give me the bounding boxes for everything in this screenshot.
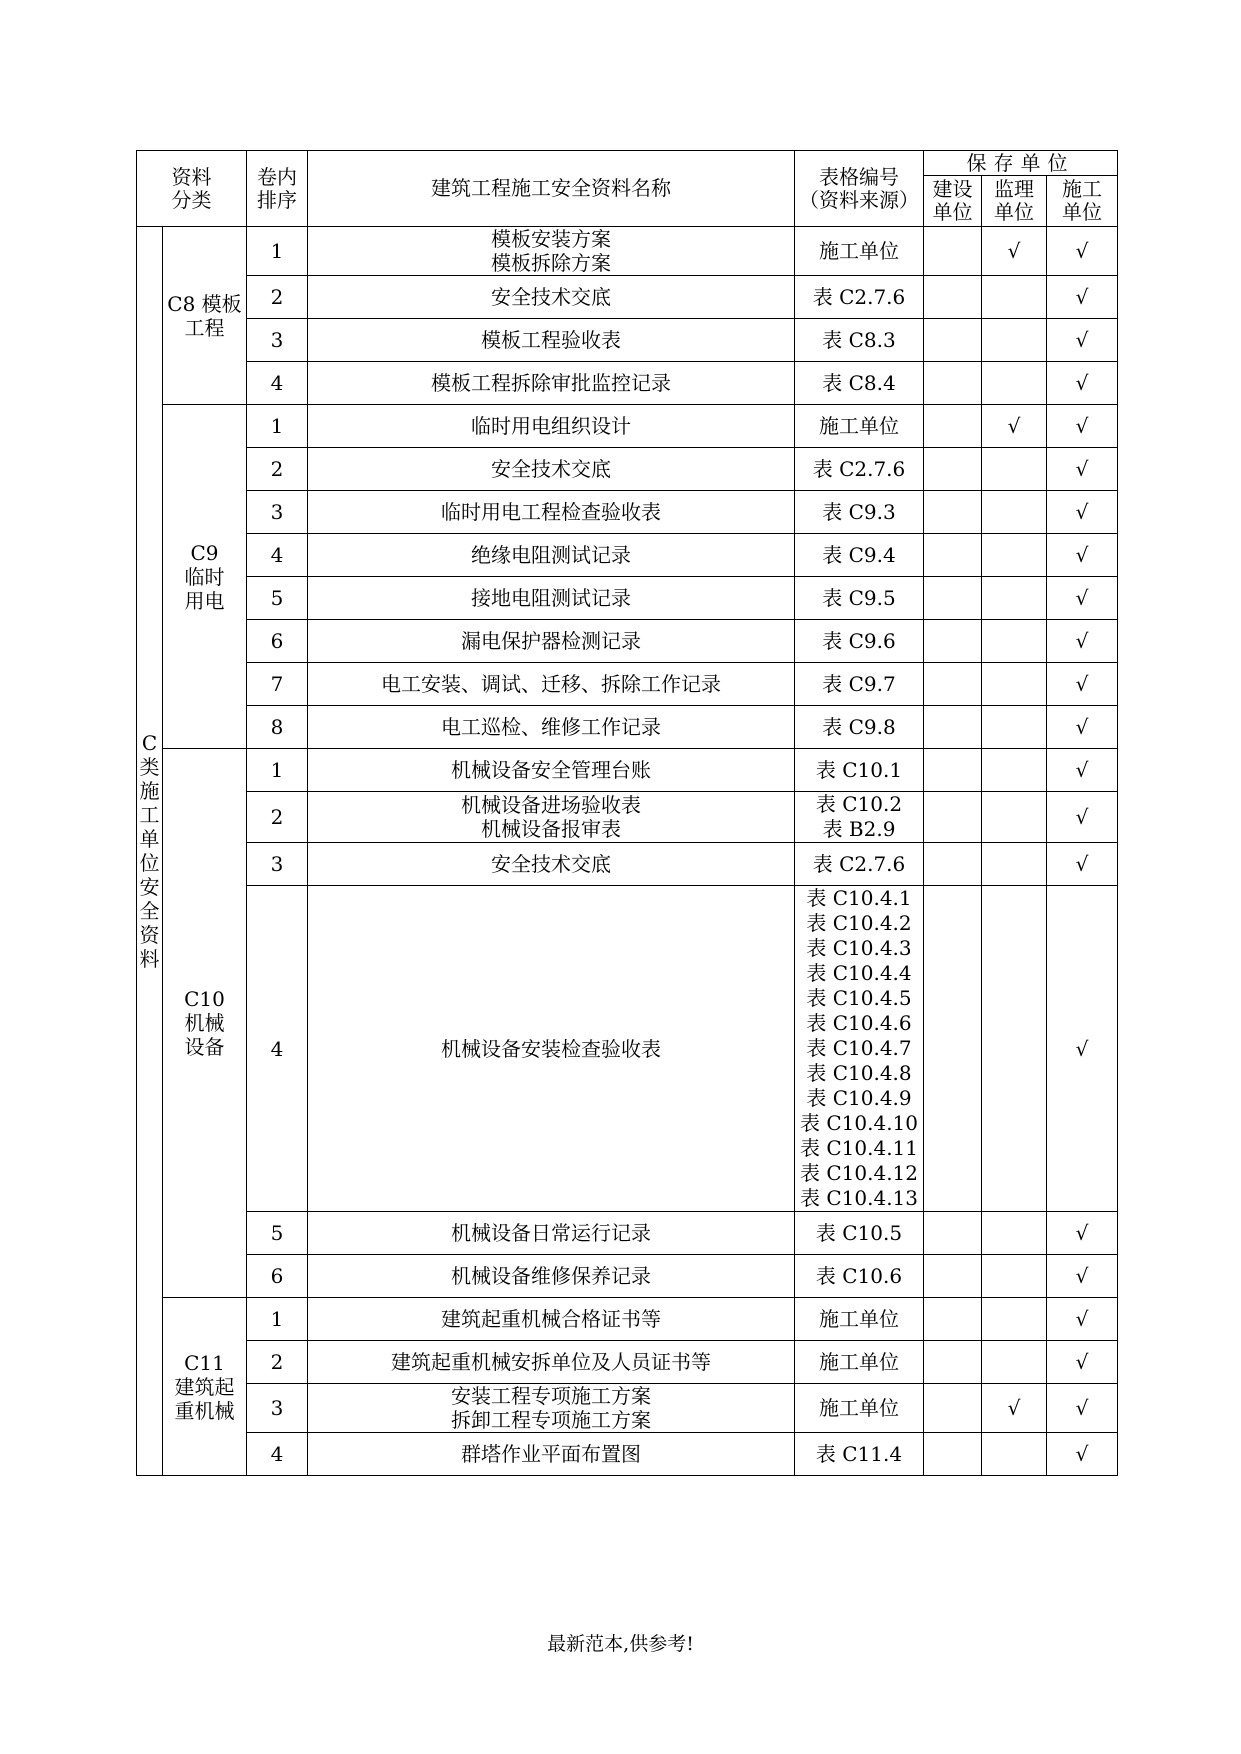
row-code-line: 表 C10.4.6 (806, 1011, 912, 1035)
row-seq: 5 (247, 577, 308, 620)
holder-owner-check (924, 1212, 982, 1255)
section-label: C 类 施 工 单 位 安 全 资 料 (137, 227, 163, 1476)
row-code (795, 227, 924, 276)
group-title-line: 机械 (184, 1011, 225, 1035)
row-name (308, 843, 795, 886)
table-row (137, 491, 1118, 534)
holder-supervisor-check (982, 276, 1047, 319)
holder-contractor-check: √ (1047, 362, 1118, 405)
row-code-line: 表 C10.4.2 (806, 911, 912, 935)
row-name-line: 模板工程拆除审批监控记录 (431, 371, 671, 395)
holder-owner-check (924, 1433, 982, 1476)
row-seq: 4 (247, 886, 308, 1212)
holder-supervisor-check (982, 534, 1047, 577)
row-code-line: 表 C10.4.1 (806, 886, 912, 910)
group-title-line: 用电 (184, 588, 225, 613)
row-name-line: 机械设备日常运行记录 (451, 1221, 651, 1245)
table-row (137, 1384, 1118, 1433)
row-name (308, 1298, 795, 1341)
holder-supervisor-check (982, 886, 1047, 1212)
row-seq: 4 (247, 1433, 308, 1476)
row-code-line: 表 B2.9 (822, 817, 896, 841)
row-code (795, 663, 924, 706)
row-name-line: 模板拆除方案 (491, 251, 611, 275)
row-seq: 3 (247, 843, 308, 886)
row-name (308, 405, 795, 448)
holder-supervisor-check: √ (982, 405, 1047, 448)
row-seq: 2 (247, 1341, 308, 1384)
holder-owner-check (924, 577, 982, 620)
table-row (137, 319, 1118, 362)
row-code-line: 表 C9.4 (822, 542, 896, 567)
holder-owner-check (924, 792, 982, 843)
row-code (795, 577, 924, 620)
row-code (795, 1255, 924, 1298)
row-code-line: 表 C2.7.6 (812, 456, 906, 481)
holder-contractor-check: √ (1047, 1384, 1118, 1433)
header-holder-owner: 建设 单位 (924, 176, 982, 227)
holder-owner-check (924, 1341, 982, 1384)
holder-contractor-check: √ (1047, 886, 1118, 1212)
row-name-line: 机械设备安装检查验收表 (441, 1036, 661, 1061)
row-name (308, 792, 795, 843)
table-body (137, 227, 1118, 1476)
row-name-line: 模板工程验收表 (481, 328, 621, 352)
group-title-line: 重机械 (174, 1398, 235, 1423)
table-row (137, 227, 1118, 276)
row-code-line: 表 C10.4.4 (806, 961, 912, 985)
row-name-line: 建筑起重机械安拆单位及人员证书等 (391, 1350, 711, 1374)
table-row (137, 276, 1118, 319)
row-name (308, 577, 795, 620)
group-title-line: 建筑起 (174, 1374, 235, 1399)
row-name (308, 749, 795, 792)
holder-contractor-check: √ (1047, 749, 1118, 792)
row-code (795, 1384, 924, 1433)
holder-owner-check (924, 227, 982, 276)
holder-supervisor-check (982, 1341, 1047, 1384)
row-code-line: 施工单位 (819, 1349, 899, 1374)
row-code-line: 表 C9.3 (822, 499, 896, 524)
holder-owner-check (924, 1298, 982, 1341)
row-seq: 4 (247, 362, 308, 405)
row-code-line: 表 C10.6 (815, 1263, 903, 1288)
row-name (308, 1255, 795, 1298)
row-name-line: 临时用电组织设计 (471, 414, 631, 438)
holder-contractor-check: √ (1047, 448, 1118, 491)
row-name-line: 安全技术交底 (491, 852, 611, 876)
table-row (137, 663, 1118, 706)
row-code-line: 表 C10.4.11 (800, 1136, 918, 1160)
row-code (795, 276, 924, 319)
row-code (795, 448, 924, 491)
table-row (137, 1298, 1118, 1341)
row-seq: 6 (247, 620, 308, 663)
holder-owner-check (924, 534, 982, 577)
row-code (795, 843, 924, 886)
holder-contractor-check: √ (1047, 1212, 1118, 1255)
row-name (308, 620, 795, 663)
table-row (137, 405, 1118, 448)
holder-contractor-check: √ (1047, 706, 1118, 749)
table-row (137, 1212, 1118, 1255)
row-code-line: 表 C10.4.3 (806, 936, 912, 960)
row-name-line: 机械设备安全管理台账 (451, 758, 651, 782)
row-code (795, 792, 924, 843)
holder-supervisor-check (982, 749, 1047, 792)
table-row (137, 362, 1118, 405)
row-code-line: 表 C10.4.7 (806, 1036, 912, 1060)
holder-contractor-check: √ (1047, 1433, 1118, 1476)
row-code-line: 表 C10.2 (815, 792, 903, 816)
row-code-line: 施工单位 (819, 413, 899, 438)
row-code (795, 749, 924, 792)
holder-contractor-check: √ (1047, 319, 1118, 362)
group-title (163, 749, 247, 1298)
holder-supervisor-check: √ (982, 1384, 1047, 1433)
holder-supervisor-check (982, 1298, 1047, 1341)
holder-supervisor-check (982, 362, 1047, 405)
holder-contractor-check: √ (1047, 1255, 1118, 1298)
row-code-line: 表 C9.7 (822, 671, 896, 696)
group-title (163, 1298, 247, 1476)
row-seq: 7 (247, 663, 308, 706)
row-name-line: 机械设备报审表 (481, 817, 621, 841)
holder-contractor-check: √ (1047, 227, 1118, 276)
holder-owner-check (924, 663, 982, 706)
holder-owner-check (924, 706, 982, 749)
group-title (163, 227, 247, 405)
row-name-line: 接地电阻测试记录 (471, 586, 631, 610)
holder-supervisor-check (982, 491, 1047, 534)
row-name-line: 电工巡检、维修工作记录 (441, 715, 661, 739)
row-seq: 1 (247, 405, 308, 448)
row-seq: 3 (247, 491, 308, 534)
group-title-line: C11 (184, 1350, 225, 1375)
holder-owner-check (924, 491, 982, 534)
row-name (308, 706, 795, 749)
group-title (163, 405, 247, 749)
holder-contractor-check: √ (1047, 843, 1118, 886)
row-code (795, 362, 924, 405)
group-title-line: 临时 (184, 564, 225, 589)
row-seq: 1 (247, 227, 308, 276)
table-row (137, 620, 1118, 663)
row-code-line: 表 C2.7.6 (812, 851, 906, 876)
holder-owner-check (924, 276, 982, 319)
holder-contractor-check: √ (1047, 1341, 1118, 1384)
holder-owner-check (924, 448, 982, 491)
row-code-line: 表 C9.5 (822, 585, 896, 610)
row-seq: 2 (247, 792, 308, 843)
row-code (795, 319, 924, 362)
row-code (795, 886, 924, 1212)
row-code-line: 表 C8.4 (822, 370, 896, 395)
header-name: 建筑工程施工安全资料名称 (308, 151, 795, 227)
row-code-line: 施工单位 (819, 1395, 899, 1420)
row-name-line: 安全技术交底 (491, 285, 611, 309)
holder-contractor-check: √ (1047, 405, 1118, 448)
row-code-line: 表 C10.4.5 (806, 986, 912, 1010)
row-name (308, 227, 795, 276)
holder-contractor-check: √ (1047, 792, 1118, 843)
row-seq: 1 (247, 1298, 308, 1341)
header-holders: 保存单位 (924, 151, 1118, 176)
table-row (137, 886, 1118, 1212)
holder-supervisor-check (982, 663, 1047, 706)
row-name (308, 886, 795, 1212)
table-row (137, 749, 1118, 792)
table-row (137, 534, 1118, 577)
table-row (137, 792, 1118, 843)
row-seq: 1 (247, 749, 308, 792)
row-code-line: 表 C10.4.13 (800, 1186, 918, 1210)
holder-contractor-check: √ (1047, 663, 1118, 706)
row-code-line: 表 C10.4.12 (800, 1161, 918, 1185)
row-code-line: 表 C8.3 (822, 327, 896, 352)
header-code: 表格编号 （资料来源） (795, 151, 924, 227)
holder-contractor-check: √ (1047, 620, 1118, 663)
header-seq: 卷内 排序 (247, 151, 308, 227)
holder-contractor-check: √ (1047, 1298, 1118, 1341)
row-code (795, 1212, 924, 1255)
row-code-line: 表 C2.7.6 (812, 284, 906, 309)
row-name (308, 491, 795, 534)
row-code-line: 施工单位 (819, 1306, 899, 1331)
row-code (795, 620, 924, 663)
holder-supervisor-check: √ (982, 227, 1047, 276)
row-name-line: 机械设备进场验收表 (461, 793, 641, 817)
holder-supervisor-check (982, 792, 1047, 843)
holder-owner-check (924, 1255, 982, 1298)
holder-owner-check (924, 749, 982, 792)
row-code (795, 1433, 924, 1476)
row-seq: 3 (247, 319, 308, 362)
table-row (137, 706, 1118, 749)
row-code-line: 表 C10.4.8 (806, 1061, 912, 1085)
row-name (308, 534, 795, 577)
group-title-line: C9 (190, 540, 219, 565)
row-code (795, 405, 924, 448)
holder-supervisor-check (982, 620, 1047, 663)
row-name-line: 电工安装、调试、迁移、拆除工作记录 (381, 672, 721, 696)
page-footer: 最新范本,供参考! (547, 1633, 694, 1655)
row-name (308, 1433, 795, 1476)
row-name-line: 建筑起重机械合格证书等 (441, 1307, 661, 1331)
holder-owner-check (924, 1384, 982, 1433)
header-holder-contractor: 施工 单位 (1047, 176, 1118, 227)
row-code-line: 表 C10.4.9 (806, 1086, 912, 1110)
holder-supervisor-check (982, 577, 1047, 620)
row-name (308, 319, 795, 362)
group-title-line: C10 (184, 987, 225, 1011)
holder-owner-check (924, 843, 982, 886)
row-seq: 3 (247, 1384, 308, 1433)
row-name (308, 362, 795, 405)
row-name (308, 1212, 795, 1255)
table-row (137, 843, 1118, 886)
row-seq: 4 (247, 534, 308, 577)
row-name (308, 448, 795, 491)
holder-owner-check (924, 362, 982, 405)
safety-records-table (136, 150, 1118, 1476)
holder-supervisor-check (982, 1433, 1047, 1476)
row-name-line: 漏电保护器检测记录 (461, 629, 641, 653)
table-header (137, 151, 1118, 227)
row-code-line: 表 C10.5 (815, 1220, 903, 1245)
row-code-line: 表 C10.1 (815, 757, 903, 782)
row-name-line: 群塔作业平面布置图 (461, 1442, 641, 1466)
holder-owner-check (924, 405, 982, 448)
row-name (308, 1384, 795, 1433)
row-code (795, 1341, 924, 1384)
table-row (137, 1433, 1118, 1476)
holder-supervisor-check (982, 706, 1047, 749)
row-code-line: 表 C11.4 (815, 1441, 903, 1466)
holder-contractor-check: √ (1047, 491, 1118, 534)
row-seq: 2 (247, 276, 308, 319)
holder-supervisor-check (982, 1212, 1047, 1255)
table-row (137, 1255, 1118, 1298)
row-code-line: 表 C10.4.10 (800, 1111, 918, 1135)
row-code-line: 表 C9.6 (822, 628, 896, 653)
holder-supervisor-check (982, 448, 1047, 491)
row-seq: 8 (247, 706, 308, 749)
table-row (137, 577, 1118, 620)
holder-contractor-check: √ (1047, 276, 1118, 319)
holder-owner-check (924, 319, 982, 362)
row-name-line: 模板安装方案 (491, 227, 611, 251)
row-seq: 6 (247, 1255, 308, 1298)
group-title-line: C8 模板 (167, 291, 242, 316)
table-row (137, 448, 1118, 491)
holder-supervisor-check (982, 319, 1047, 362)
row-code-line: 表 C9.8 (822, 714, 896, 739)
table-row (137, 1341, 1118, 1384)
row-code (795, 534, 924, 577)
row-code (795, 706, 924, 749)
row-code (795, 491, 924, 534)
row-name-line: 安全技术交底 (491, 457, 611, 481)
row-name (308, 276, 795, 319)
header-category: 资料 分类 (137, 151, 247, 227)
row-name-line: 临时用电工程检查验收表 (441, 500, 661, 524)
row-code-line: 施工单位 (819, 238, 899, 263)
row-code (795, 1298, 924, 1341)
holder-owner-check (924, 620, 982, 663)
holder-supervisor-check (982, 1255, 1047, 1298)
holder-contractor-check: √ (1047, 577, 1118, 620)
row-name (308, 663, 795, 706)
holder-owner-check (924, 886, 982, 1212)
header-holder-supervisor: 监理 单位 (982, 176, 1047, 227)
row-name (308, 1341, 795, 1384)
row-name-line: 安装工程专项施工方案 (451, 1384, 651, 1408)
group-title-line: 设备 (184, 1035, 225, 1059)
row-seq: 2 (247, 448, 308, 491)
row-name-line: 拆卸工程专项施工方案 (451, 1408, 651, 1432)
row-seq: 5 (247, 1212, 308, 1255)
holder-supervisor-check (982, 843, 1047, 886)
row-name-line: 机械设备维修保养记录 (451, 1264, 651, 1288)
row-name-line: 绝缘电阻测试记录 (471, 543, 631, 567)
group-title-line: 工程 (184, 315, 225, 340)
holder-contractor-check: √ (1047, 534, 1118, 577)
